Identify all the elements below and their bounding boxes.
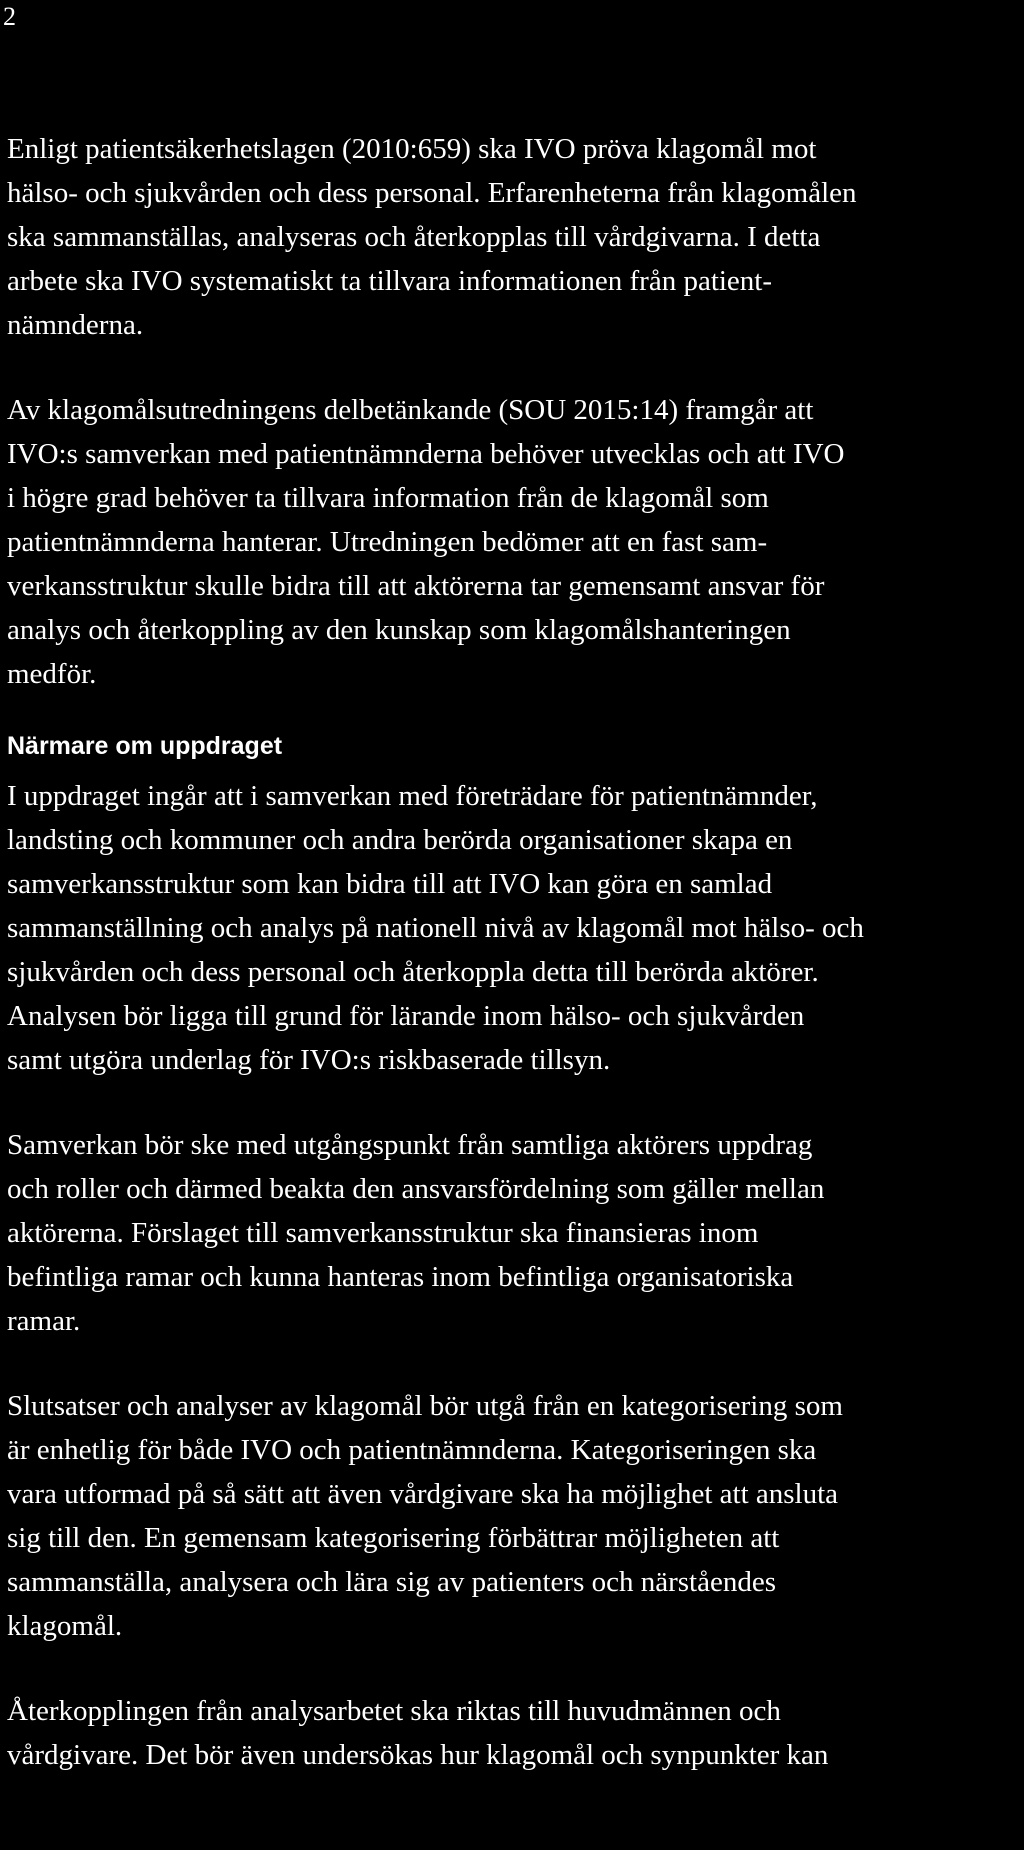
paragraph-3 [7, 774, 1021, 1082]
text-line: Återkopplingen från analysarbetet ska riktas till huvudmännen och [7, 1695, 781, 1727]
text-line: och roller och därmed beakta den ansvarsfördelning som gäller mellan [7, 1173, 825, 1205]
text-line: arbete ska IVO systematiskt ta tillvara informationen från patient- [7, 265, 773, 297]
paragraph-2 [7, 388, 1021, 696]
text-line: Av klagomålsutredningens delbetänkande (SOU 2015:14) framgår att [7, 394, 814, 426]
text-line: medför. [7, 658, 97, 690]
text-line: samt utgöra underlag för IVO:s riskbaserade tillsyn. [7, 1044, 611, 1076]
text-line: verkansstruktur skulle bidra till att aktörerna tar gemensamt ansvar för [7, 570, 825, 602]
text-line: är enhetlig för både IVO och patientnämnderna. Kategoriseringen ska [7, 1434, 817, 1466]
text-line: sammanställa, analysera och lära sig av patienters och närståendes [7, 1566, 776, 1598]
text-line: hälso- och sjukvården och dess personal. Erfarenheterna från klagomålen [7, 177, 857, 209]
text-line: klagomål. [7, 1610, 123, 1642]
text-line: IVO:s samverkan med patientnämnderna behöver utvecklas och att IVO [7, 438, 845, 470]
section-heading: Närmare om uppdraget [7, 732, 283, 760]
text-line: Enligt patientsäkerhetslagen (2010:659) ska IVO pröva klagomål mot [7, 133, 817, 165]
text-line: ramar. [7, 1305, 81, 1337]
text-line: landsting och kommuner och andra berörda organisationer skapa en [7, 824, 793, 856]
text-line: vara utformad på så sätt att även vårdgivare ska ha möjlighet att ansluta [7, 1478, 839, 1510]
paragraph-1 [7, 127, 1021, 347]
paragraph-4 [7, 1123, 1021, 1343]
text-line: Slutsatser och analyser av klagomål bör utgå från en kategorisering som [7, 1390, 843, 1422]
text-line: nämnderna. [7, 309, 144, 341]
text-line: patientnämnderna hanterar. Utredningen bedömer att en fast sam- [7, 526, 768, 558]
text-line: Samverkan bör ske med utgångspunkt från samtliga aktörers uppdrag [7, 1129, 813, 1161]
text-line: Analysen bör ligga till grund för lärande inom hälso- och sjukvården [7, 1000, 805, 1032]
text-line: vårdgivare. Det bör även undersökas hur klagomål och synpunkter kan [7, 1739, 829, 1771]
paragraph-6 [7, 1689, 1021, 1777]
paragraph-5 [7, 1384, 1021, 1648]
text-line: sammanställning och analys på nationell nivå av klagomål mot hälso- och [7, 912, 864, 944]
text-line: samverkansstruktur som kan bidra till att IVO kan göra en samlad [7, 868, 773, 900]
text-line: aktörerna. Förslaget till samverkansstruktur ska finansieras inom [7, 1217, 759, 1249]
text-line: I uppdraget ingår att i samverkan med företrädare för patientnämnder, [7, 780, 818, 812]
text-line: ska sammanställas, analyseras och återkopplas till vårdgivarna. I detta [7, 221, 821, 253]
text-line: sig till den. En gemensam kategorisering förbättrar möjligheten att [7, 1522, 780, 1554]
text-line: i högre grad behöver ta tillvara information från de klagomål som [7, 482, 769, 514]
text-line: analys och återkoppling av den kunskap som klagomålshanteringen [7, 614, 791, 646]
text-line: befintliga ramar och kunna hanteras inom befintliga organisatoriska [7, 1261, 794, 1293]
page-number: 2 [3, 2, 16, 31]
text-line: sjukvården och dess personal och återkoppla detta till berörda aktörer. [7, 956, 819, 988]
document-body [7, 127, 1021, 1818]
